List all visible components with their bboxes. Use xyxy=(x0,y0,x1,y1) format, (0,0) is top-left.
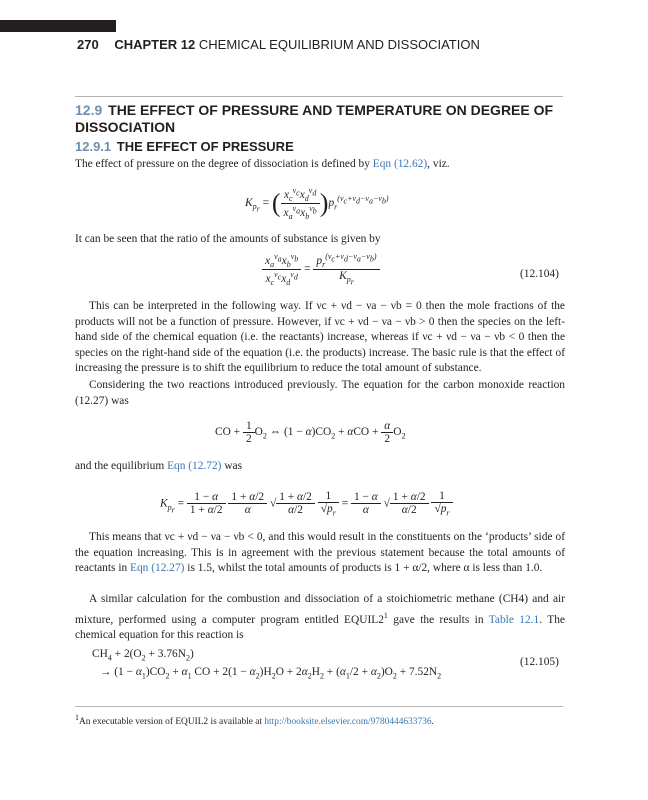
paragraph-3: This can be interpreted in the following way. If νc + νd − νa − νb = 0 then the mole fractions of the products will not be a function of pressure. However, if νc + νd − νa − νb > 0 then the species on the left-hand side of the chemical equation (i.e. the reactants) increase, whereas if νc + νd − νa − νb < 0 then the species on the right-hand side of the equation (i.e. the products) increase. The basic rule is that the effect of increasing the pressure is to shift the equilibrium to reduce the total amount of substance. xyxy=(75,300,565,375)
eqn-link[interactable]: Eqn (12.72) xyxy=(167,460,222,472)
paragraph-5: and the equilibrium Eqn (12.72) was xyxy=(75,460,243,472)
table-link[interactable]: Table 12.1 xyxy=(488,613,540,626)
footnote: $^1$An executable version of EQUIL2 is available at http://booksite.elsevier.com/9780444633736. xyxy=(75,713,434,728)
section-rule xyxy=(75,96,563,97)
running-head xyxy=(77,37,480,52)
footnote-url-link[interactable]: http://booksite.elsevier.com/9780444633736 xyxy=(264,717,432,728)
footnote-mark: 1 xyxy=(383,610,388,620)
equation-12-105-line1: $CH_4 + 2(O_2 + 3.76N_2)$ xyxy=(92,648,194,663)
eqn-link[interactable]: Eqn (12.62) xyxy=(372,158,428,170)
header-bar xyxy=(0,20,116,32)
chapter-title: CHEMICAL EQUILIBRIUM AND DISSOCIATION xyxy=(198,37,480,52)
eqn-link[interactable]: Eqn (12.27) xyxy=(130,562,185,575)
section-title: 12.9 THE EFFECT OF PRESSURE AND TEMPERATURE ON DEGREE OF DISSOCIATION xyxy=(75,102,554,135)
equation-number-12-105: (12.105) xyxy=(520,656,559,668)
equation-12-105-line2: → $(1 - \alpha_1)CO_2 + \alpha_1$ CO + $2(1 - \alpha_2)H_2O + 2\alpha_2H_2 + (\alpha_1/2 + \alpha_2)O_2 + 7.52N_2$ xyxy=(100,666,442,681)
equation-kp: $K_{p_r}$ = ( $\frac{x_c^{\nu_c}x_d^{\nu_d}}{x_a^{\nu_a}x_b^{\nu_b}}$ )$p_r^{(\nu_c+\nu_d-\nu_a-\nu_b)}$ xyxy=(245,186,389,222)
paragraph-2: It can be seen that the ratio of the amounts of substance is given by xyxy=(75,233,381,245)
paragraph-4: Considering the two reactions introduced previously. The equation for the carbon monoxide reaction (12.27) was xyxy=(75,379,565,407)
chapter-label: CHAPTER 12 xyxy=(114,37,196,52)
page-number: 270 xyxy=(77,37,99,52)
equation-12-72: $K_{p_r}$ = $\frac{1 - \alpha}{1 + \alpha/2}$ $\frac{1 + \alpha/2}{\alpha}$ √ $\frac{1 + \alpha/2}{\alpha/2}$ $\frac{1}{√p_r}$ = $\frac{1 - \alpha}{\alpha}$ √ $\frac{1 + \alpha/2}{\alpha/2}$ $\frac{1}{√p_r}$ xyxy=(160,490,453,517)
footnote-rule xyxy=(75,706,563,707)
paragraph-7: A similar calculation for the combustion and dissociation of a stoichiometric methane (CH4) and air mixture, performed using a computer program entitled $EQUIL2^1$ gave the results in Table 12.1. The chemical equation for this reaction is xyxy=(75,593,565,641)
paragraph-1: The effect of pressure on the degree of dissociation is defined by Eqn (12.62), viz. xyxy=(75,158,450,170)
equation-co-reaction: CO + $\frac{1}{2}$ $O_2$ ⇔ $(1 - \alpha)CO_2 + \alpha CO$ + $\frac{\alpha}{2}$ $O_2$ xyxy=(215,420,406,445)
equation-number-12-104: (12.104) xyxy=(520,268,559,280)
equation-12-104: $\frac{x_a^{\nu_a}x_b^{\nu_b}}{x_c^{\nu_c}x_d^{\nu_d}}$ = $\frac{p_r^{(\nu_c+\nu_d-\nu_a-\nu_b)}}{K_{p_r}}$ xyxy=(262,252,380,287)
paragraph-6: This means that νc + νd − νa − νb < 0, and this would result in the constituents on the ‘products’ side of the equation increasing. This is in agreement with the previous statement because the total amounts of reactants in Eqn (12.27) is 1.5, whilst the total amounts of products is 1 + α/2, where α is less than 1.0. xyxy=(75,531,565,575)
subsection-title: 12.9.1 THE EFFECT OF PRESSURE xyxy=(75,139,294,154)
